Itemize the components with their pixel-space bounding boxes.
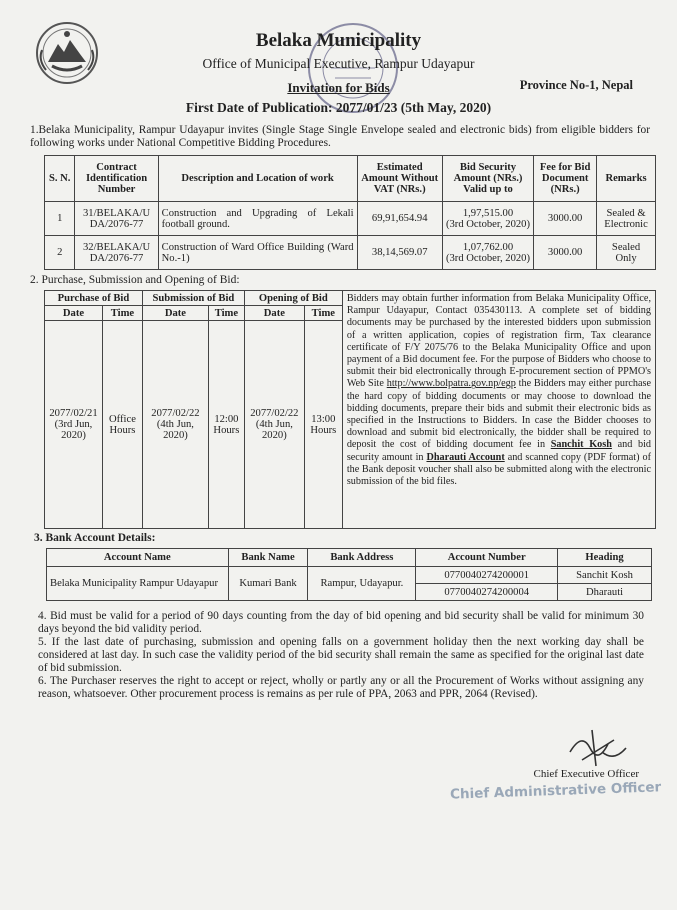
cell-description: Construction and Upgrading of Lekali football ground.: [158, 202, 357, 236]
signatory-title: Chief Executive Officer: [533, 768, 639, 780]
signature-icon: [562, 722, 632, 772]
bid-info-text: Bidders may obtain further information from Belaka Municipality Office, Rampur Udayapur, Contact 035430113. A complete set of bidding documents may be purchased by the interested bidders upon submission of a written application, copies of registration firm, Tax clearance certificate of F/Y 2075/76 to the Belaka Municipality Office and upon payment of a Bid document fee. For the purpose of Bidders who choose to submit their bid electronically through E-procurement section of PPMO's Web Site http://www.bolpatra.gov.np/egp the Bidders may either purchase the hard copy of bidding documents or may choose to download the bidding documents, prepare their bids and submit their electronic bids as specified in the Instructions to Bidders. In case the Bidder chooses to download and submit bid electronically, the bidder shall be required to deposit the cost of bidding document fee in Sanchit Kosh and bid security amount in Dharauti Account and scanned copy (PDF format) of the Bank deposit voucher shall also be submitted along with the electronic submission of the bid files.: [342, 291, 655, 529]
cell-contract-id: 32/BELAKA/U DA/2076-77: [75, 236, 158, 270]
cell-description: Construction of Ward Office Building (Ward No.-1): [158, 236, 357, 270]
security-valid: (3rd October, 2020): [445, 218, 530, 230]
cell-bank-name: Kumari Bank: [228, 567, 308, 601]
dharauti-text: Dharauti Account: [426, 451, 505, 463]
officer-stamp-text: Chief Administrative Officer: [449, 779, 662, 803]
office-name: Office of Municipal Executive, Rampur Udayapur: [202, 56, 475, 71]
cell-account-number: 0770040274200004: [416, 584, 558, 601]
cell-amount: 69,91,654.94: [357, 202, 442, 236]
sub-date: Date: [244, 306, 304, 321]
header-sn: S. N.: [45, 156, 75, 202]
cell-account-name: Belaka Municipality Rampur Udayapur: [47, 567, 229, 601]
cell-bank-address: Rampur, Udayapur.: [308, 567, 416, 601]
group-header-row: [45, 291, 656, 306]
purchase-date: 2077/02/21 (3rd Jun, 2020): [45, 321, 103, 529]
security-amount: 1,97,515.00: [462, 207, 514, 219]
province-label: Province No-1, Nepal: [519, 78, 633, 92]
header-description: Description and Location of work: [158, 156, 357, 202]
table-row: [45, 236, 656, 270]
sub-time: Time: [102, 306, 142, 321]
submission-time: 12:00 Hours: [208, 321, 244, 529]
section2-title: 2. Purchase, Submission and Opening of Bid:: [30, 274, 240, 286]
cell-security: [442, 236, 533, 270]
cell-account-number: 0770040274200001: [416, 567, 558, 584]
cell-remarks: Sealed & Electronic: [597, 202, 656, 236]
cell-security: [442, 202, 533, 236]
municipality-title: Belaka Municipality: [255, 30, 422, 51]
header-bank-address: Bank Address: [308, 549, 416, 567]
header-remarks: Remarks: [597, 156, 656, 202]
opening-time: 13:00 Hours: [304, 321, 342, 529]
bank-table: [46, 548, 652, 601]
header-account-number: Account Number: [416, 549, 558, 567]
cell-heading: Sanchit Kosh: [558, 567, 652, 584]
cell-sn: 2: [45, 236, 75, 270]
notes-block: [38, 610, 644, 701]
submission-date: 2077/02/22 (4th Jun, 2020): [142, 321, 208, 529]
header-bid-security: Bid Security Amount (NRs.) Valid up to: [442, 156, 533, 202]
note-4: 4. Bid must be valid for a period of 90 days counting from the day of bid opening and bid security shall be valid for minimum 30 days beyond the bid validity period.: [38, 610, 644, 635]
header-opening: Opening of Bid: [244, 291, 342, 306]
header-purchase: Purchase of Bid: [45, 291, 143, 306]
header-contract-id: Contract Identification Number: [75, 156, 158, 202]
bank-header-row: [47, 549, 652, 567]
security-valid: (3rd October, 2020): [445, 252, 530, 264]
table-row: [47, 567, 652, 584]
cell-remarks: Sealed Only: [597, 236, 656, 270]
header-bank-name: Bank Name: [228, 549, 308, 567]
cell-fee: 3000.00: [534, 236, 597, 270]
cell-sn: 1: [45, 202, 75, 236]
sanchit-kosh-text: Sanchit Kosh: [550, 439, 612, 451]
header-estimated-amount: Estimated Amount Without VAT (NRs.): [357, 156, 442, 202]
header-heading: Heading: [558, 549, 652, 567]
cell-contract-id: 31/BELAKA/U DA/2076-77: [75, 202, 158, 236]
sub-date: Date: [142, 306, 208, 321]
header-account-name: Account Name: [47, 549, 229, 567]
opening-date: 2077/02/22 (4th Jun, 2020): [244, 321, 304, 529]
bid-schedule-table: [44, 290, 656, 529]
note-5: 5. If the last date of purchasing, submission and opening falls on a government holiday then the next working day shall be considered at last day. In such case the validity period of the bid security shall remain the same as specified for the original last date of bid submission.: [38, 636, 644, 674]
invitation-heading: Invitation for Bids: [287, 80, 390, 95]
header-submission: Submission of Bid: [142, 291, 244, 306]
cell-amount: 38,14,569.07: [357, 236, 442, 270]
sub-date: Date: [45, 306, 103, 321]
header-fee: Fee for Bid Document (NRs.): [534, 156, 597, 202]
cell-fee: 3000.00: [534, 202, 597, 236]
sub-time: Time: [208, 306, 244, 321]
sub-time: Time: [304, 306, 342, 321]
intro-paragraph: 1.Belaka Municipality, Rampur Udayapur invites (Single Stage Single Envelope sealed and electronic bids) from eligible bidders for following works under National Competitive Bidding Procedures.: [30, 124, 650, 149]
works-header-row: [45, 156, 656, 202]
works-table: [44, 155, 656, 270]
egp-link[interactable]: http://www.bolpatra.gov.np/egp: [386, 378, 516, 390]
table-row: [45, 202, 656, 236]
security-amount: 1,07,762.00: [462, 241, 514, 253]
purchase-time: Office Hours: [102, 321, 142, 529]
section3-title: 3. Bank Account Details:: [34, 532, 156, 544]
cell-heading: Dharauti: [558, 584, 652, 601]
publication-date: First Date of Publication: 2077/01/23 (5th May, 2020): [185, 100, 492, 115]
note-6: 6. The Purchaser reserves the right to accept or reject, wholly or partly any or all the Procurement of Works without assigning any reason, whatsoever. Other procurement process is remains as per rule of PPA, 2063 and PPR, 2064 (Revised).: [38, 675, 644, 700]
